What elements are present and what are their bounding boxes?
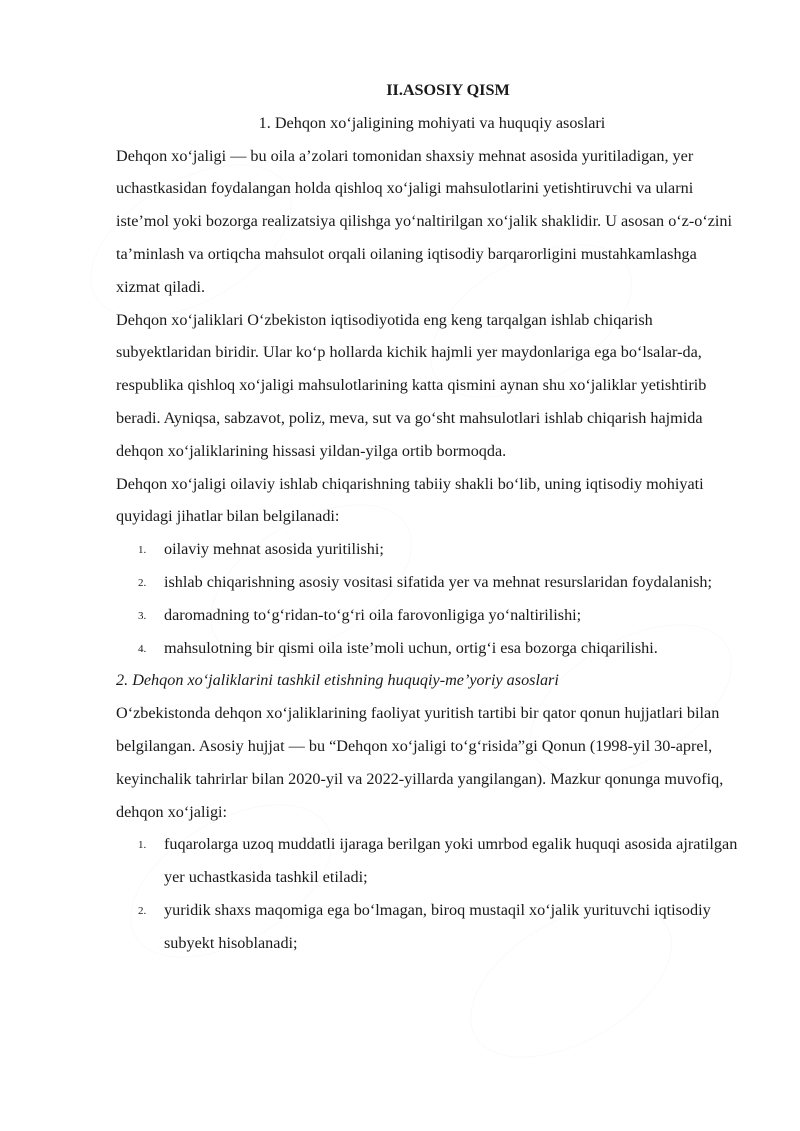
list-item — [116, 533, 740, 566]
list-item — [116, 599, 740, 632]
section-2-title: 2. Dehqon xo‘jaliklarini tashkil etishning huquqiy-me’yoriy asoslari — [116, 671, 559, 690]
paragraph-2: Dehqon xo‘jaliklari O‘zbekiston iqtisodiyotida eng keng tarqalgan ishlab chiqarish subyektlaridan biridir. Ular ko‘p hollarda kichik hajmli yer maydonlariga ega bo‘lsalar-da, respublika qishloq xo‘jaligi mahsulotlarining katta qismini aynan shu xo‘jaliklar yetishtirib beradi. Ayniqsa, sabzavot, poliz, meva, sut va go‘sht mahsulotlari ishlab chiqarish hajmida dehqon xo‘jaliklarining hissasi yildan-yilga ortib bormoqda. — [116, 310, 707, 460]
list-text: daromadning to‘g‘ridan-to‘g‘ri oila farovonligiga yo‘naltirilishi; — [164, 605, 582, 624]
list-number: 4. — [138, 642, 147, 655]
list-item — [116, 632, 740, 665]
characteristics-list — [116, 533, 740, 664]
list-item — [116, 894, 740, 960]
list-text: mahsulotning bir qismi oila iste’moli uchun, ortig‘i esa bozorga chiqarilishi. — [164, 638, 658, 657]
paragraph-3: Dehqon xo‘jaligi oilaviy ishlab chiqarishning tabiiy shakli bo‘lib, uning iqtisodiy mohiyati quyidagi jihatlar bilan belgilanadi: — [116, 474, 704, 526]
list-item — [116, 566, 740, 599]
list-number: 1. — [138, 839, 147, 852]
page-heading: II.ASOSIY QISM — [386, 81, 510, 99]
list-number: 2. — [138, 576, 147, 589]
list-text: yuridik shaxs maqomiga ega bo‘lmagan, biroq mustaqil xo‘jalik yurituvchi iqtisodiy subyekt hisoblanadi; — [164, 900, 711, 952]
list-text: fuqarolarga uzoq muddatli ijaraga berilgan yoki umrbod egalik huquqi asosida ajratilgan yer uchastkasida tashkil etiladi; — [164, 835, 738, 887]
section-1-title: 1. Dehqon xo‘jaligining mohiyati va huquqiy asoslari — [258, 113, 606, 132]
list-number: 1. — [138, 544, 147, 557]
paragraph-4: O‘zbekistonda dehqon xo‘jaliklarining faoliyat yuritish tartibi bir qator qonun hujjatlari bilan belgilangan. Asosiy hujjat — bu “Dehqon xo‘jaligi to‘g‘risida”gi Qonun (1998-yil 30-aprel, keyinchalik tahrirlar bilan 2020-yil va 2022-yillarda yangilangan). Mazkur qonunga muvofiq, dehqon xo‘jaligi: — [116, 704, 724, 821]
list-number: 2. — [138, 904, 147, 917]
list-text: ishlab chiqarishning asosiy vositasi sifatida yer va mehnat resurslaridan foydalanish; — [164, 572, 712, 591]
legal-provisions-list — [116, 828, 740, 959]
list-text: oilaviy mehnat asosida yuritilishi; — [164, 540, 384, 559]
paragraph-1: Dehqon xo‘jaligi — bu oila a’zolari tomonidan shaxsiy mehnat asosida yuritiladigan, yer uchastkasidan foydalangan holda qishloq xo‘jaligi mahsulotlarini yetishtiruvchi va ularni iste’mol yoki bozorga realizatsiya qilishga yo‘naltirilgan xo‘jalik shaklidir. U asosan o‘z-o‘zini ta’minlash va ortiqcha mahsulot orqali oilaning iqtisodiy barqarorligini mustahkamlashga xizmat qiladi. — [116, 146, 733, 296]
list-item — [116, 828, 740, 894]
list-number: 3. — [138, 609, 147, 622]
